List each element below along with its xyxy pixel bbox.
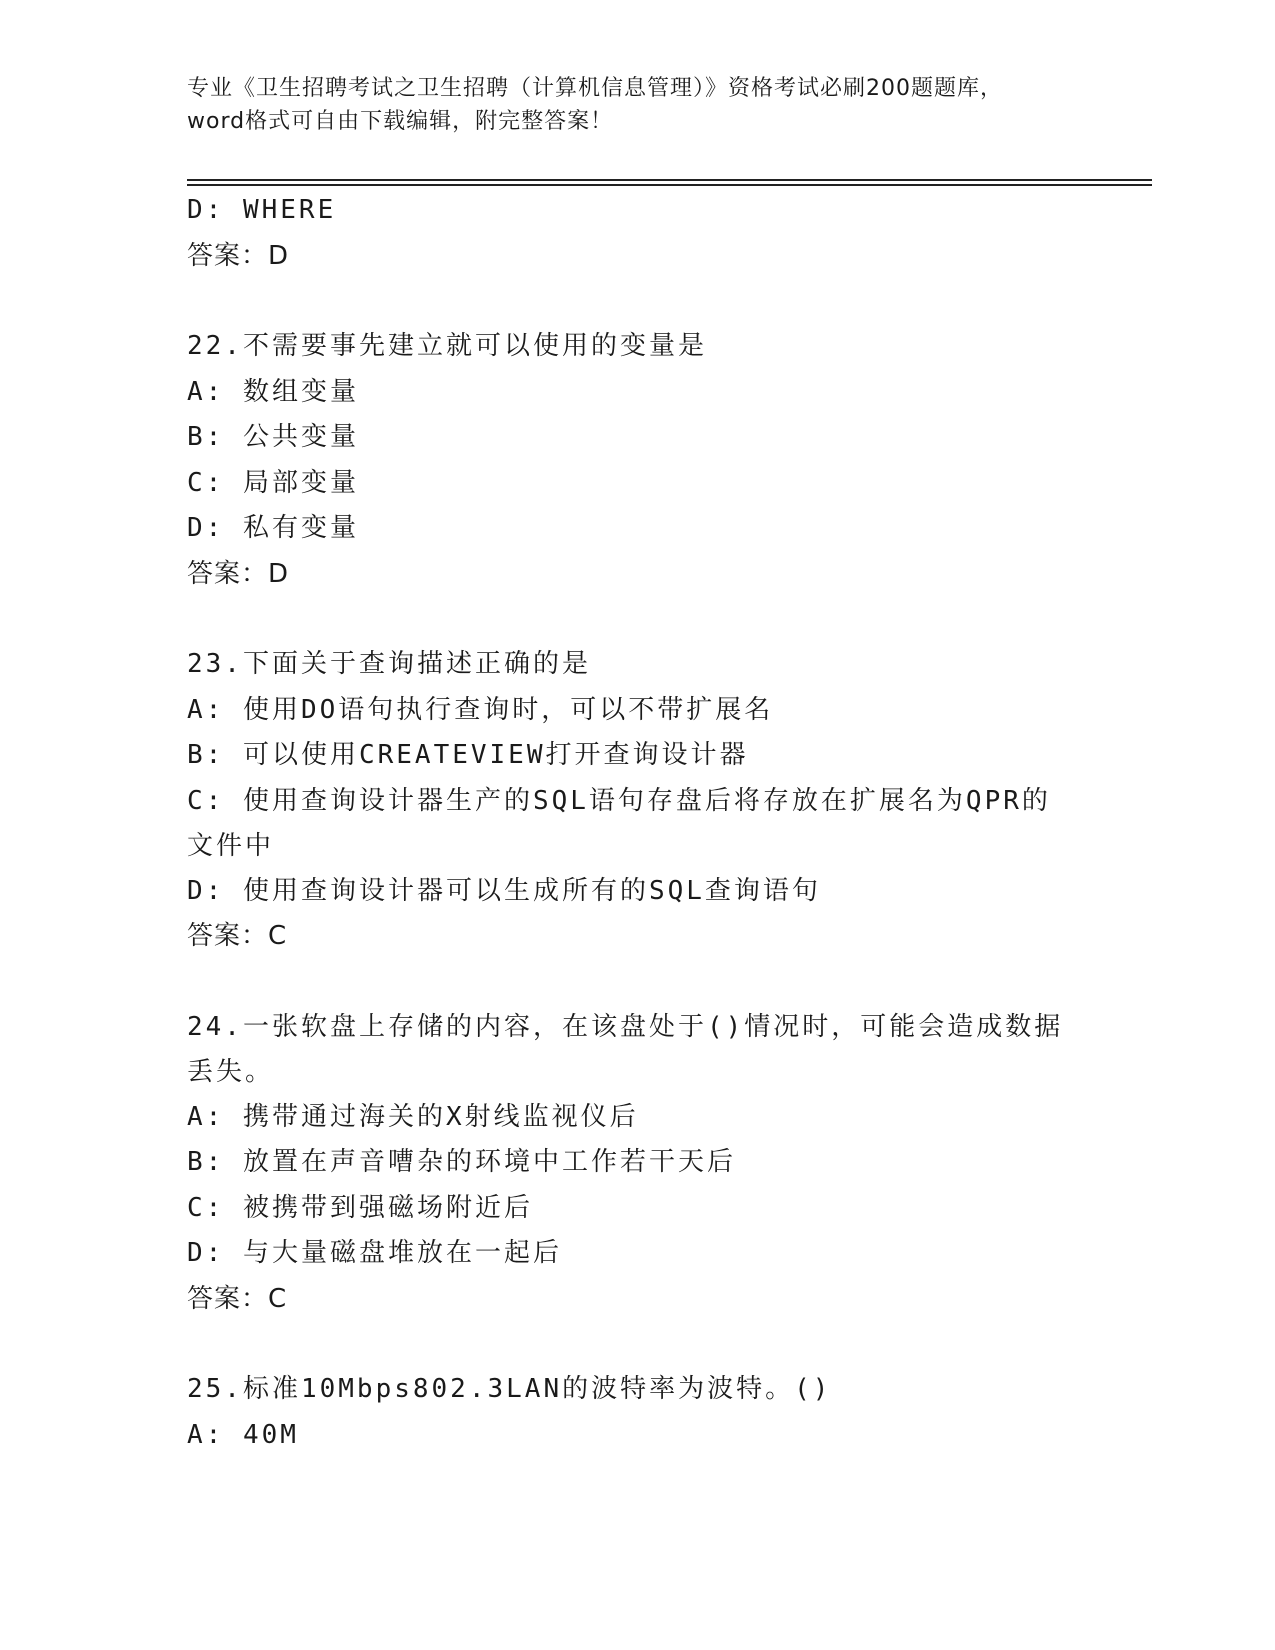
header-line-1: 专业《卫生招聘考试之卫生招聘（计算机信息管理）》资格考试必刷200题题库， bbox=[187, 76, 1003, 101]
spacer bbox=[187, 279, 1067, 324]
option-d: D: WHERE bbox=[187, 195, 337, 225]
header-divider-thin bbox=[187, 184, 1152, 186]
option-d: D: 使用查询设计器可以生成所有的SQL查询语句 bbox=[187, 875, 821, 906]
question-block-previous bbox=[187, 188, 1067, 279]
header-divider-thick bbox=[187, 179, 1152, 181]
spacer bbox=[187, 597, 1067, 642]
option-d: D: 私有变量 bbox=[187, 513, 359, 543]
question-title: 22.不需要事先建立就可以使用的变量是 bbox=[187, 331, 707, 361]
question-title: 23.下面关于查询描述正确的是 bbox=[187, 649, 591, 679]
option-a: A: 40M bbox=[187, 1419, 299, 1450]
option-c: C: 被携带到强磁场附近后 bbox=[187, 1192, 533, 1223]
option-a: A: 数组变量 bbox=[187, 376, 359, 407]
header-line-2: word格式可自由下载编辑，附完整答案！ bbox=[187, 109, 614, 134]
question-block-23 bbox=[187, 642, 1067, 960]
answer-text: 答案：D bbox=[187, 558, 290, 589]
option-a: A: 携带通过海关的X射线监视仪后 bbox=[187, 1101, 639, 1132]
question-block-24 bbox=[187, 1005, 1067, 1323]
spacer bbox=[187, 1322, 1067, 1367]
document-header bbox=[187, 72, 1087, 138]
option-b: B: 可以使用CREATEVIEW打开查询设计器 bbox=[187, 740, 749, 770]
answer-text: 答案：C bbox=[187, 1283, 288, 1314]
option-c: C: 局部变量 bbox=[187, 467, 359, 498]
answer-text: 答案：C bbox=[187, 921, 288, 951]
spacer bbox=[187, 960, 1067, 1005]
option-b: B: 放置在声音嘈杂的环境中工作若干天后 bbox=[187, 1147, 736, 1177]
answer-text: 答案：D bbox=[187, 240, 290, 271]
option-a: A: 使用DO语句执行查询时，可以不带扩展名 bbox=[187, 694, 774, 725]
option-c: C: 使用查询设计器生产的SQL语句存盘后将存放在扩展名为QPR的文件中 bbox=[187, 785, 1051, 861]
question-block-25 bbox=[187, 1367, 1067, 1458]
question-list bbox=[187, 188, 1067, 1458]
question-title: 25.标准10Mbps802.3LAN的波特率为波特。() bbox=[187, 1374, 832, 1404]
question-title: 24.一张软盘上存储的内容，在该盘处于()情况时，可能会造成数据丢失。 bbox=[187, 1011, 1064, 1087]
question-block-22 bbox=[187, 324, 1067, 597]
option-d: D: 与大量磁盘堆放在一起后 bbox=[187, 1238, 562, 1268]
option-b: B: 公共变量 bbox=[187, 422, 359, 452]
